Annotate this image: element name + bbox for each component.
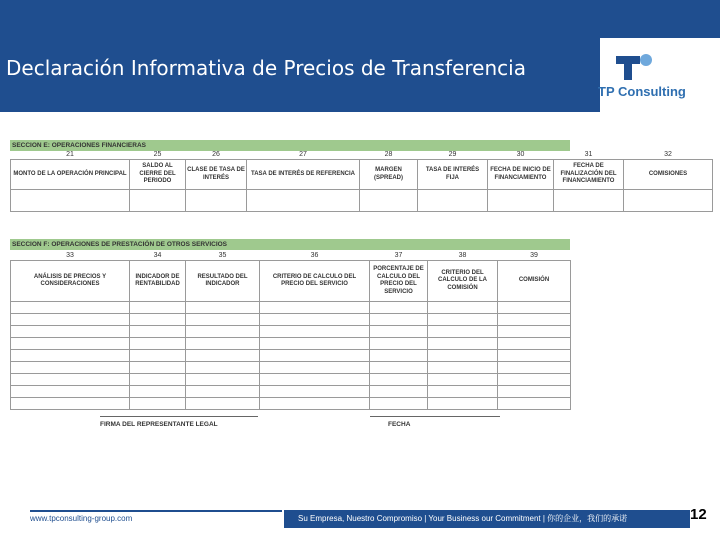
- section-f-title: SECCION F: OPERACIONES DE PRESTACIÓN DE OTROS SERVICIOS: [10, 239, 570, 250]
- data-cell[interactable]: [186, 350, 260, 362]
- date-line: [370, 416, 500, 417]
- data-cell[interactable]: [498, 326, 571, 338]
- data-cell[interactable]: [260, 350, 370, 362]
- signature-line: [100, 416, 258, 417]
- col-num-37: 37: [370, 252, 428, 261]
- data-cell[interactable]: [11, 374, 130, 386]
- data-cell[interactable]: [428, 302, 498, 314]
- data-cell[interactable]: [624, 190, 713, 212]
- col-num-31: 31: [554, 151, 624, 160]
- tp-logo-icon: [616, 52, 652, 84]
- footer-divider: [30, 510, 282, 512]
- data-cell[interactable]: [418, 190, 488, 212]
- logo-text: TP Consulting: [598, 84, 686, 99]
- data-cell[interactable]: [370, 398, 428, 410]
- col-num-34: 34: [130, 252, 186, 261]
- data-cell[interactable]: [186, 302, 260, 314]
- section-e-title: SECCION E: OPERACIONES FINANCIERAS: [10, 140, 570, 151]
- col-num-25: 25: [130, 151, 186, 160]
- data-cell[interactable]: [498, 374, 571, 386]
- data-cell[interactable]: [498, 338, 571, 350]
- page-number: 12: [690, 506, 707, 523]
- data-cell[interactable]: [488, 190, 554, 212]
- data-cell[interactable]: [247, 190, 360, 212]
- data-cell[interactable]: [130, 302, 186, 314]
- col-num-28: 28: [360, 151, 418, 160]
- data-cell[interactable]: [554, 190, 624, 212]
- header-cell: TASA DE INTERÉS FIJA: [418, 160, 488, 190]
- data-cell[interactable]: [370, 386, 428, 398]
- data-cell[interactable]: [428, 314, 498, 326]
- data-cell[interactable]: [130, 326, 186, 338]
- date-label: FECHA: [388, 421, 411, 428]
- page-title: Declaración Informativa de Precios de Transferencia: [6, 56, 526, 80]
- data-cell[interactable]: [130, 374, 186, 386]
- data-cell[interactable]: [370, 362, 428, 374]
- data-cell[interactable]: [260, 386, 370, 398]
- data-cell[interactable]: [186, 338, 260, 350]
- data-cell[interactable]: [360, 190, 418, 212]
- data-cell[interactable]: [260, 326, 370, 338]
- data-cell[interactable]: [11, 350, 130, 362]
- header-cell: MONTO DE LA OPERACIÓN PRINCIPAL: [11, 160, 130, 190]
- header-cell: FECHA DE FINALIZACIÓN DEL FINANCIAMIENTO: [554, 160, 624, 190]
- data-cell[interactable]: [186, 190, 247, 212]
- data-cell[interactable]: [370, 350, 428, 362]
- data-cell[interactable]: [11, 362, 130, 374]
- col-num-32: 32: [624, 151, 713, 160]
- data-cell[interactable]: [370, 374, 428, 386]
- col-num-26: 26: [186, 151, 247, 160]
- header-cell: CLASE DE TASA DE INTERÉS: [186, 160, 247, 190]
- header-cell: FECHA DE INICIO DE FINANCIAMIENTO: [488, 160, 554, 190]
- header-cell: RESULTADO DEL INDICADOR: [186, 261, 260, 302]
- data-cell[interactable]: [186, 314, 260, 326]
- data-cell[interactable]: [260, 362, 370, 374]
- col-num-36: 36: [260, 252, 370, 261]
- data-cell[interactable]: [370, 314, 428, 326]
- data-cell[interactable]: [186, 374, 260, 386]
- data-cell[interactable]: [370, 302, 428, 314]
- data-cell[interactable]: [130, 386, 186, 398]
- data-cell[interactable]: [186, 362, 260, 374]
- col-num-30: 30: [488, 151, 554, 160]
- data-cell[interactable]: [428, 374, 498, 386]
- data-cell[interactable]: [428, 398, 498, 410]
- data-cell[interactable]: [498, 362, 571, 374]
- header-cell: CRITERIO DE CALCULO DEL PRECIO DEL SERVICIO: [260, 261, 370, 302]
- data-cell[interactable]: [260, 398, 370, 410]
- data-cell[interactable]: [498, 398, 571, 410]
- data-cell[interactable]: [498, 302, 571, 314]
- col-num-35: 35: [186, 252, 260, 261]
- data-cell[interactable]: [186, 386, 260, 398]
- data-cell[interactable]: [11, 326, 130, 338]
- data-cell[interactable]: [428, 386, 498, 398]
- data-cell[interactable]: [11, 386, 130, 398]
- col-num-39: 39: [498, 252, 571, 261]
- data-cell[interactable]: [498, 350, 571, 362]
- data-cell[interactable]: [130, 362, 186, 374]
- data-cell[interactable]: [260, 302, 370, 314]
- data-cell[interactable]: [130, 314, 186, 326]
- data-cell[interactable]: [260, 374, 370, 386]
- col-num-27: 27: [247, 151, 360, 160]
- header-cell: PORCENTAJE DE CALCULO DEL PRECIO DEL SERVICIO: [370, 261, 428, 302]
- section-f-grid: [10, 252, 571, 410]
- data-cell[interactable]: [130, 398, 186, 410]
- col-num-29: 29: [418, 151, 488, 160]
- header-cell: COMISIÓN: [498, 261, 571, 302]
- data-cell[interactable]: [186, 326, 260, 338]
- header-cell: COMISIONES: [624, 160, 713, 190]
- col-num-38: 38: [428, 252, 498, 261]
- signature-label: FIRMA DEL REPRESENTANTE LEGAL: [100, 421, 218, 428]
- data-cell[interactable]: [370, 338, 428, 350]
- data-cell[interactable]: [370, 326, 428, 338]
- data-cell[interactable]: [130, 338, 186, 350]
- data-cell[interactable]: [428, 326, 498, 338]
- footer-tagline: Su Empresa, Nuestro Compromiso | Your Business our Commitment | 你的企业，我们的承诺: [284, 510, 690, 528]
- data-cell[interactable]: [11, 302, 130, 314]
- data-cell[interactable]: [428, 338, 498, 350]
- header-cell: ANÁLISIS DE PRECIOS Y CONSIDERACIONES: [11, 261, 130, 302]
- data-cell[interactable]: [11, 314, 130, 326]
- header-cell: SALDO AL CIERRE DEL PERIODO: [130, 160, 186, 190]
- col-num-33: 33: [11, 252, 130, 261]
- header-cell: TASA DE INTERÉS DE REFERENCIA: [247, 160, 360, 190]
- data-cell[interactable]: [130, 190, 186, 212]
- section-e-grid: [10, 151, 713, 212]
- data-cell[interactable]: [11, 190, 130, 212]
- data-cell[interactable]: [498, 386, 571, 398]
- col-num-21: 21: [11, 151, 130, 160]
- header-cell: MARGEN (SPREAD): [360, 160, 418, 190]
- data-cell[interactable]: [428, 362, 498, 374]
- data-cell[interactable]: [130, 350, 186, 362]
- data-cell[interactable]: [11, 398, 130, 410]
- data-cell[interactable]: [498, 314, 571, 326]
- footer-url[interactable]: www.tpconsulting-group.com: [30, 514, 133, 523]
- data-cell[interactable]: [186, 398, 260, 410]
- data-cell[interactable]: [11, 338, 130, 350]
- data-cell[interactable]: [428, 350, 498, 362]
- header-cell: INDICADOR DE RENTABILIDAD: [130, 261, 186, 302]
- data-cell[interactable]: [260, 338, 370, 350]
- header-cell: CRITERIO DEL CALCULO DE LA COMISIÓN: [428, 261, 498, 302]
- data-cell[interactable]: [260, 314, 370, 326]
